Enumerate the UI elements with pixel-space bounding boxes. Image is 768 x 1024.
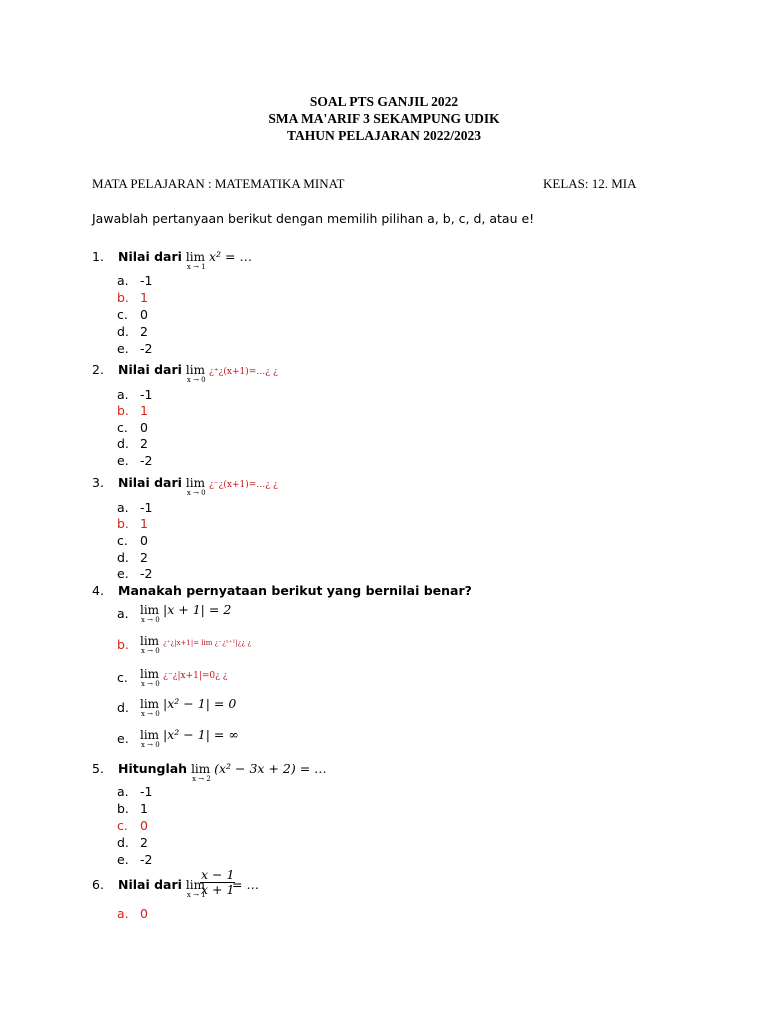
instruction: Jawablah pertanyaan berikut dengan memilih pilihan a, b, c, d, atau e!: [92, 211, 535, 226]
question-text: Manakah pernyataan berikut yang bernilai benar?: [118, 583, 472, 598]
limit-operator: lim x → 1: [185, 250, 206, 271]
header-year: TAHUN PELAJARAN 2022/2023: [286, 128, 481, 143]
limit-operator: lim x → 2: [191, 762, 211, 783]
limit-operator: lim x → 0: [185, 363, 206, 384]
question-expression: ¿⁺¿(x+1)=…¿ ¿: [208, 367, 278, 377]
limit-operator: lim x → 1: [185, 878, 206, 899]
question-expression: x² = …: [208, 249, 252, 264]
document-page: SOAL PTS GANJIL 2022 SMA MA'ARIF 3 SEKAMPUNG UDIK TAHUN PELAJARAN 2022/2023 MATA PELAJARAN : MATEMATIKA MINAT KELAS: 12. MIA Jawablah pertanyaan berikut dengan memilih pilihan a, b, c, d, atau e! 1. Nilai dari lim x → 1 x² = … a. -1 b. 1 c. 0 d. 2 e. -2 2. Nilai dari lim x → 0 ¿⁺¿(x+1)=…¿ ¿ a. -1 b. 1 c. 0 d. 2 e. -2 3. Nilai dari lim x → 0 ¿⁻¿(x+1)=…¿ ¿ a. -1 b. 1 c. 0 d. 2 e. -2 4. Manakah pernyataan berikut yang bernilai benar? a. lim x → 0 |x + 1| = 2 b. lim x → 0 ¿⁺¿|x+1|= lim ¿⁻¿ˣ⁺¹|¿¿ ¿ c. lim x → 0 ¿⁻¿|x+1|=0¿ ¿ d. lim x → 0 |x² − 1| = 0 e. lim x → 0 |x² − 1| = ∞ 5. Hitunglah lim x → 2 (x² − 3x + 2) = … a. -1 b. 1 c. 0 d. 2 e. -2 6. Nilai dari lim x → 1 $\frac{x - 1}{x + 1}$ = … a. 0: [0, 0, 768, 1024]
subject-label: MATA PELAJARAN : MATEMATIKA MINAT: [92, 176, 345, 191]
exam-meta: [92, 176, 637, 192]
question-expression: (x² − 3x + 2) = …: [214, 761, 327, 776]
header-title: SOAL PTS GANJIL 2022: [309, 94, 459, 109]
exam-header: [0, 93, 768, 144]
question-number: 1.: [92, 249, 104, 264]
question-expression: ¿⁻¿(x+1)=…¿ ¿: [208, 480, 278, 490]
question-text: Nilai dari: [118, 249, 182, 264]
header-school: SMA MA'ARIF 3 SEKAMPUNG UDIK: [268, 111, 500, 126]
limit-operator: lim x → 0: [185, 476, 206, 497]
fraction: $\frac{x - 1}{x + 1}$: [201, 867, 235, 897]
class-label: KELAS: 12. MIA: [543, 176, 637, 191]
